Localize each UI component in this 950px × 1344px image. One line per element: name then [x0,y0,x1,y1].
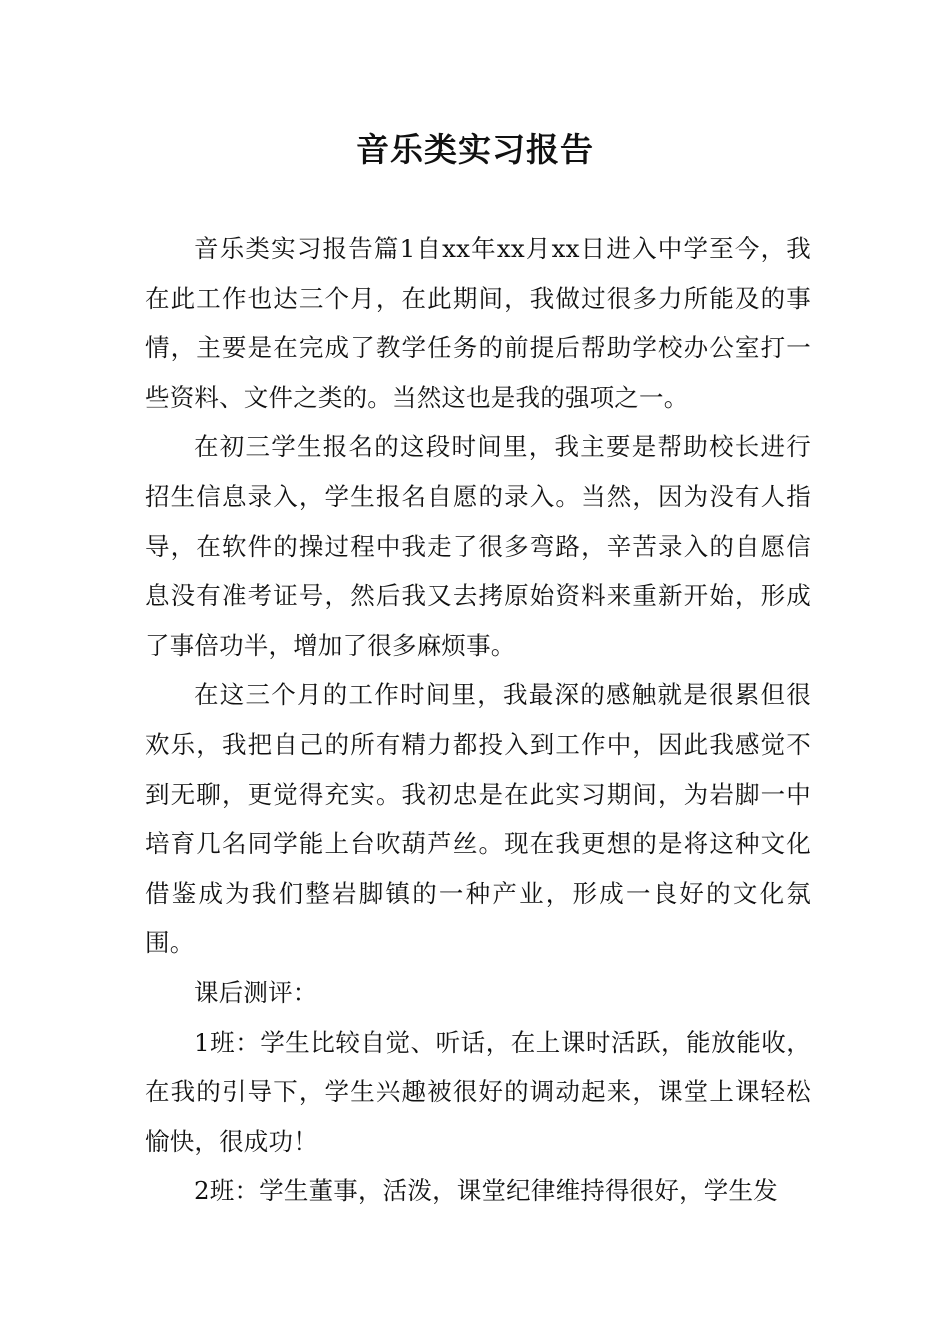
document-title: 音乐类实习报告 [356,130,594,169]
document-body [145,224,811,1216]
paragraph-class-1: 1班：学生比较自觉、听话，在上课时活跃，能放能收，在我的引导下，学生兴趣被很好的调动起来，课堂上课轻松愉快，很成功！ [145,1027,811,1156]
paragraph-intro: 音乐类实习报告篇1自xx年xx月xx日进入中学至今，我在此工作也达三个月，在此期间，我做过很多力所能及的事情，主要是在完成了教学任务的前提后帮助学校办公室打一些资料、文件之类的。当然这也是我的强项之一。 [145,234,811,412]
paragraph-reflection: 在这三个月的工作时间里，我最深的感触就是很累但很欢乐，我把自己的所有精力都投入到工作中，因此我感觉不到无聊，更觉得充实。我初忠是在此实习期间，为岩脚一中培育几名同学能上台吹葫芦丝。现在我更想的是将这种文化借鉴成为我们整岩脚镇的一种产业，形成一良好的文化氛围。 [145,680,811,958]
paragraph-class-2: 2班：学生董事，活泼，课堂纪律维持得很好，学生发 [194,1176,778,1206]
paragraph-enrollment: 在初三学生报名的这段时间里，我主要是帮助校长进行招生信息录入，学生报名自愿的录入。当然，因为没有人指导，在软件的操过程中我走了很多弯路，辛苦录入的自愿信息没有准考证号，然后我又去拷原始资料来重新开始，形成了事倍功半，增加了很多麻烦事。 [145,432,811,660]
paragraph-evaluation-heading: 课后测评： [194,977,318,1007]
